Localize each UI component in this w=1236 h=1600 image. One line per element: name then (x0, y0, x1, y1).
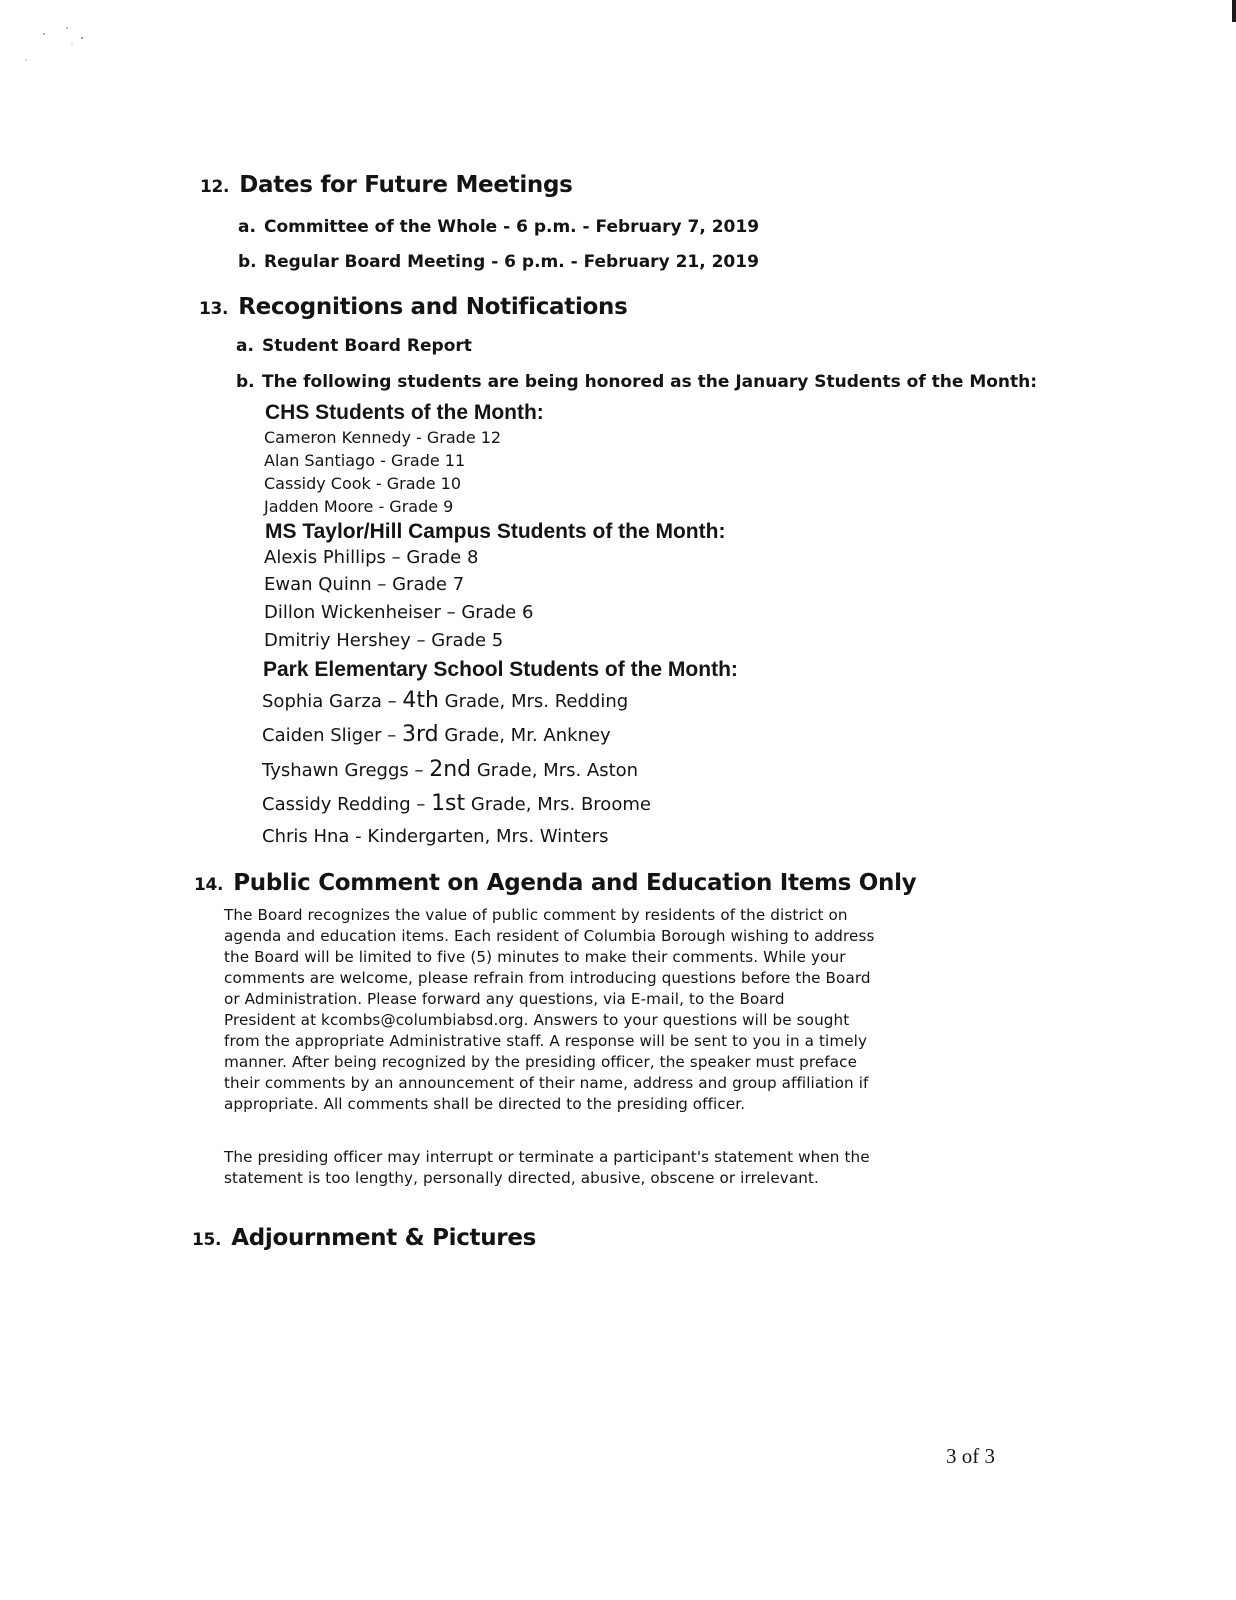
section-12-title (200, 172, 573, 198)
list-item (236, 336, 472, 356)
list-item (238, 217, 759, 237)
student-entry: Dillon Wickenheiser – Grade 6 (264, 602, 534, 623)
student-entry: Cameron Kennedy - Grade 12 (264, 428, 502, 447)
paragraph-line: The Board recognizes the value of public comment by residents of the district on (224, 906, 848, 924)
paragraph-line: appropriate. All comments shall be directed to the presiding officer. (224, 1095, 746, 1113)
section-number: 12. (200, 177, 230, 197)
paragraph-line: their comments by an announcement of their name, address and group affiliation if (224, 1074, 869, 1092)
item-letter: b. (238, 252, 257, 272)
list-item (238, 252, 759, 272)
section-title-text: Recognitions and Notifications (238, 294, 628, 320)
item-text: Regular Board Meeting - 6 p.m. - February 21, 2019 (264, 252, 759, 272)
student-name: Chris Hna - Kindergarten, Mrs. Winters (262, 826, 609, 847)
student-entry: Cassidy Cook - Grade 10 (264, 474, 461, 493)
section-title-text: Public Comment on Agenda and Education Items Only (233, 870, 917, 896)
item-letter: b. (236, 372, 255, 392)
item-text: The following students are being honored as the January Students of the Month: (262, 372, 1038, 392)
grade-ordinal: 2nd (429, 757, 472, 782)
section-15-title (192, 1225, 536, 1251)
student-entry: Alan Santiago - Grade 11 (264, 451, 466, 470)
grade-teacher: Grade, Mrs. Redding (438, 691, 629, 712)
item-letter: a. (236, 336, 254, 356)
student-name: Cassidy Redding – (262, 794, 432, 815)
paragraph-line: from the appropriate Administrative staff. A response will be sent to you in a timely (224, 1032, 868, 1050)
scan-specks-icon (22, 14, 102, 74)
section-14-title (194, 870, 916, 896)
paragraph-line: The presiding officer may interrupt or terminate a participant's statement when the (224, 1148, 870, 1166)
section-title-text: Dates for Future Meetings (239, 172, 573, 198)
grade-ordinal: 3rd (402, 722, 439, 747)
item-letter: a. (238, 217, 256, 237)
section-number: 15. (192, 1230, 222, 1250)
page-number: 3 of 3 (946, 1444, 995, 1468)
public-comment-paragraph (224, 905, 944, 1115)
student-entry: Jadden Moore - Grade 9 (264, 497, 454, 516)
student-name: Sophia Garza – (262, 691, 403, 712)
student-entry (262, 722, 611, 747)
group-heading-chs: CHS Students of the Month: (265, 401, 544, 424)
item-text: Student Board Report (262, 336, 472, 356)
student-entry (262, 823, 609, 848)
section-title-text: Adjournment & Pictures (231, 1225, 537, 1251)
grade-ordinal: 4th (402, 688, 439, 713)
paragraph-line: agenda and education items. Each resident of Columbia Borough wishing to address (224, 927, 875, 945)
group-heading-park: Park Elementary School Students of the Month: (263, 658, 738, 681)
paragraph-line: statement is too lengthy, personally directed, abusive, obscene or irrelevant. (224, 1169, 819, 1187)
section-13-title (199, 294, 628, 320)
paragraph-line: President at kcombs@columbiabsd.org. Answers to your questions will be sought (224, 1011, 850, 1029)
list-item (236, 372, 1037, 392)
presiding-officer-paragraph (224, 1147, 944, 1189)
grade-teacher: Grade, Mr. Ankney (438, 725, 611, 746)
scan-edge-mark (1232, 0, 1236, 22)
student-entry (262, 791, 651, 816)
item-text: Committee of the Whole - 6 p.m. - February 7, 2019 (264, 217, 760, 237)
paragraph-line: manner. After being recognized by the presiding officer, the speaker must preface (224, 1053, 858, 1071)
student-entry: Alexis Phillips – Grade 8 (264, 547, 479, 568)
grade-teacher: Grade, Mrs. Broome (465, 794, 651, 815)
grade-teacher: Grade, Mrs. Aston (471, 760, 639, 781)
student-entry (262, 688, 628, 713)
section-number: 13. (199, 299, 229, 319)
student-entry (262, 757, 638, 782)
group-heading-ms: MS Taylor/Hill Campus Students of the Month: (265, 520, 726, 543)
section-number: 14. (194, 875, 224, 895)
grade-ordinal: 1st (431, 791, 466, 816)
student-name: Caiden Sliger – (262, 725, 403, 746)
student-name: Tyshawn Greggs – (262, 760, 430, 781)
paragraph-line: or Administration. Please forward any questions, via E-mail, to the Board (224, 990, 785, 1008)
student-entry: Dmitriy Hershey – Grade 5 (264, 630, 504, 651)
paragraph-line: the Board will be limited to five (5) minutes to make their comments. While your (224, 948, 846, 966)
student-entry: Ewan Quinn – Grade 7 (264, 574, 465, 595)
paragraph-line: comments are welcome, please refrain from introducing questions before the Board (224, 969, 871, 987)
